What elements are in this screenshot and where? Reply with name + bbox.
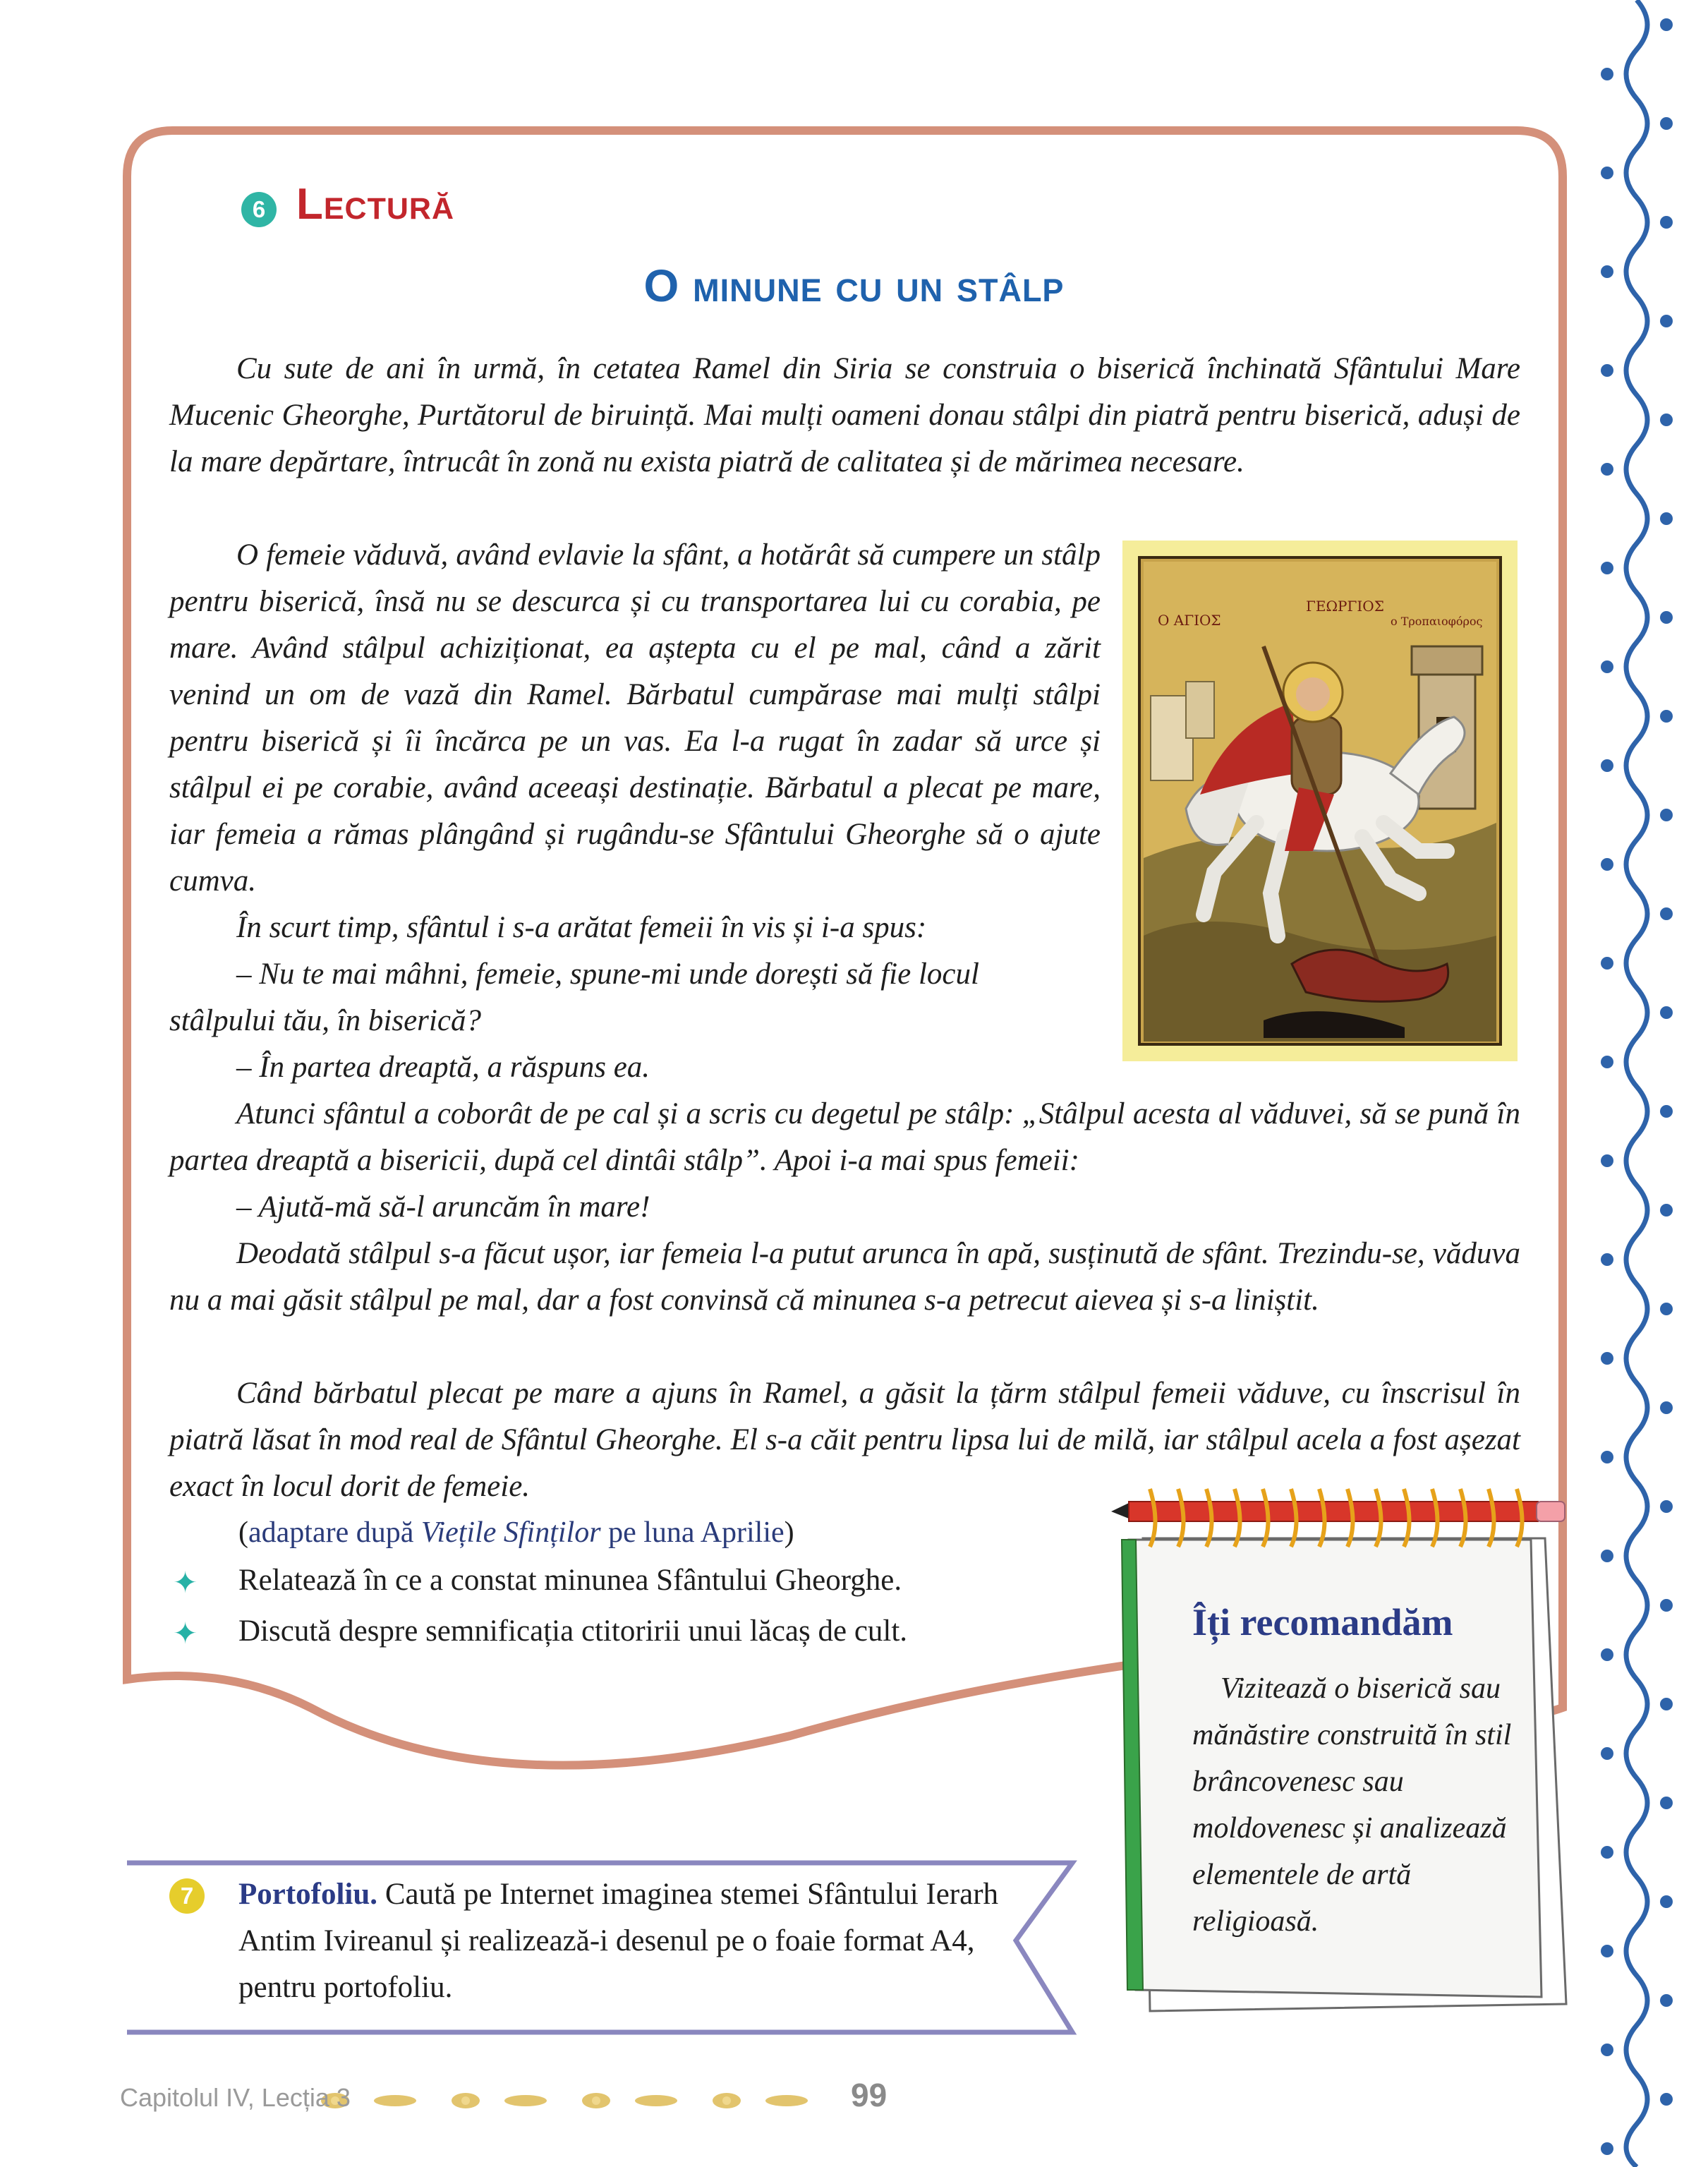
icon-inscription-left: Ο ΑΓΙΟΣ (1158, 612, 1221, 629)
story-paragraph-1: Cu sute de ani în urmă, în cetatea Ramel din Siria se construia o biserică închinată Sfântului Mare Mucenic Gheorghe, Purtătorul de biruință. Mai mulți oameni donau stâlpi din piatră pentru biserică, aduși de la mare depărtare, întrucât în zonă nu exista piatră de calitatea și de mărimea necesare. (169, 352, 1520, 478)
recommendation-text: Vizitează o biserică sau mănăstire construită în stil brâncovenesc sau moldovenesc și analizează elementele de artă religioasă. (1192, 1672, 1512, 1938)
source-book-title: Viețile Sfinților (420, 1516, 601, 1549)
icon-inscription-right: ο Τροπαιοφόρος (1391, 615, 1483, 628)
section-number-badge: 6 (241, 192, 277, 227)
footer-ornament (321, 2093, 808, 2108)
story-paragraph-9: Când bărbatul plecat pe mare a ajuns în Ramel, a găsit la țărm stâlpul femeii văduve, cu înscrisul în piatră lăsat în mod real de Sfântul Gheorghe. El s-a căit pentru lipsa lui de milă, iar stâlpul acela a fost așezat exact în locul dorit de femeie. (169, 1377, 1520, 1503)
task-item-2: Discută despre semnificația ctitoririi unui lăcaș de cult. (238, 1614, 908, 1648)
story-paragraph-2: O femeie văduvă, având evlavie la sfânt, a hotărât să cumpere un stâlp pentru biserică, însă nu se descurca și cu transportarea lui cu corabia, pe mare. Având stâlpul achiziționat, ea aștepta cu el pe mal, când a zărit venind un om de vază din Ramel. Bărbatul cumpărase mai mulți stâlpi pentru biserică și îi încărca pe un vas. Ea l-a rugat în zadar să urce și stâlpul ei pe corabie, având aceeași destinație. Bărbatul a plecat pe mare, iar femeia a rămas plângând și rugându-se Sfântului Gheorghe să o ajute cumva. (169, 538, 1101, 898)
portfolio-task (238, 1871, 1007, 2011)
story-title: O minune cu un stâlp (643, 260, 1065, 311)
story-paragraph-3: În scurt timp, sfântul i s-a arătat femeii în vis și i-a spus: (236, 911, 927, 944)
portfolio-label: Portofoliu. (238, 1878, 378, 1911)
icon-inscription-middle: ΓΕΩΡΓΙΟΣ (1306, 598, 1384, 615)
story-paragraph-7: – Ajută-mă să-l aruncăm în mare! (236, 1190, 650, 1224)
task-bullet-icon: ✦ (173, 1618, 198, 1650)
icon-painting (1122, 541, 1518, 1061)
section-number-badge-7: 7 (169, 1878, 205, 1914)
story-paragraph-4: – Nu te mai mâhni, femeie, spune-mi unde dorești să fie locul (236, 958, 979, 991)
page-number: 99 (851, 2077, 888, 2113)
story-paragraph-5: – În partea dreaptă, a răspuns ea. (236, 1051, 650, 1084)
portfolio-instructions: Caută pe Internet imaginea stemei Sfântului Ierarh Antim Ivireanul și realizează-i desenul pe o foaie format A4, pentru portofoliu. (238, 1878, 999, 2004)
source-credit: (adaptare după Viețile Sfinților pe luna Aprilie) (238, 1516, 794, 1549)
section-title: Lectură (296, 180, 455, 229)
story-paragraph-4-cont: stâlpului tău, în biserică? (169, 1004, 481, 1037)
recommendation-title: Îți recomandăm (1192, 1601, 1453, 1643)
footer-chapter-label: Capitolul IV, Lecția 3 (120, 2083, 351, 2112)
right-ornament-border (1626, 0, 1647, 2167)
story-paragraph-6: Atunci sfântul a coborât de pe cal și a scris cu degetul pe stâlp: „Stâlpul acesta al văduvei, să se pună în partea dreaptă a bisericii, după cel dintâi stâlp”. Apoi i-a mai spus femeii: (169, 1097, 1520, 1177)
task-item-1: Relatează în ce a constat minunea Sfântului Gheorghe. (238, 1564, 902, 1597)
story-paragraph-8: Deodată stâlpul s-a făcut ușor, iar femeia l-a putut arunca în apă, susținută de sfânt. Trezindu-se, văduva nu a mai găsit stâlpul pe mal, dar a fost convinsă că minunea s-a petrecut aievea și s-a liniștit. (169, 1237, 1520, 1317)
saint-george-icon-image (1122, 541, 1518, 1061)
task-bullet-icon: ✦ (173, 1567, 198, 1600)
